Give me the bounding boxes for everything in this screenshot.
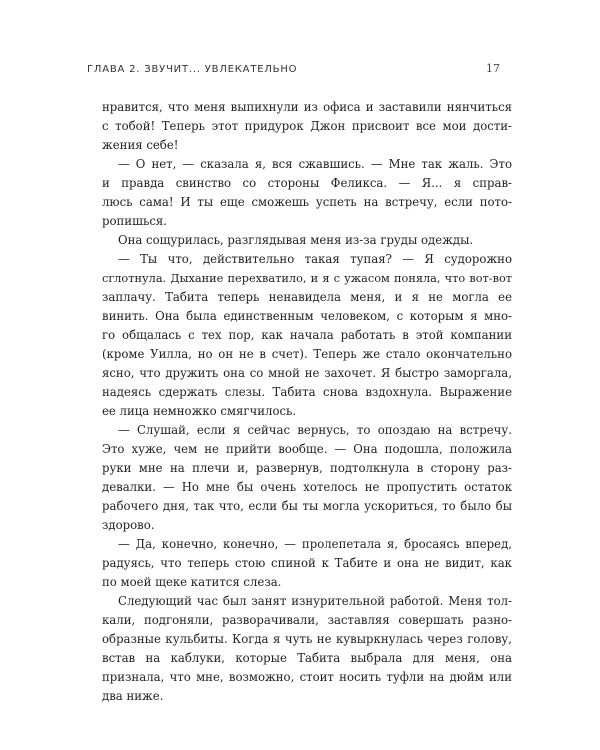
- text-line: заплачу. Табита теперь ненавидела меня, и я не могла ее: [102, 290, 512, 304]
- text-line: Следующий час был занят изнурительной работой. Меня тол-: [118, 594, 512, 608]
- text-line: ясно, что дружить она со мной не захочет. Я быстро заморгала,: [102, 366, 512, 380]
- text-line: кали, подгоняли, разворачивали, заставляя совершать разно-: [102, 613, 512, 627]
- text-line: — Ты что, действительно такая тупая? — Я судорожно: [118, 252, 512, 266]
- text-line: образные кульбиты. Когда я чуть не кувыркнулась через голову,: [102, 632, 512, 646]
- running-head: ГЛАВА 2. ЗВУЧИТ... УВЛЕКАТЕЛЬНО: [87, 64, 298, 75]
- text-line: по моей щеке катится слеза.: [102, 575, 282, 589]
- page-number: 17: [486, 62, 500, 75]
- text-line: жения себе!: [102, 138, 179, 152]
- text-line: люсь сама! И ты еще сможешь успеть на встречу, если пото-: [102, 195, 512, 209]
- text-line: винить. Она была единственным человеком, с которым я мно-: [102, 309, 512, 323]
- text-line: радуясь, что теперь стою спиной к Табите и она не видит, как: [102, 556, 512, 570]
- text-line: Это хуже, чем не прийти вообще. — Она подошла, положила: [102, 442, 512, 456]
- text-line: руки мне на плечи и, развернув, подтолкнула в сторону раз-: [102, 461, 512, 475]
- text-line: рабочего дня, так что, если бы ты могла ускориться, то было бы: [102, 499, 512, 513]
- text-line: сглотнула. Дыхание перехватило, и я с ужасом поняла, что вот-вот: [102, 272, 512, 285]
- text-line: Она сощурилась, разглядывая меня из-за груды одежды.: [118, 233, 474, 247]
- text-line: — О нет, — сказала я, вся сжавшись. — Мне так жаль. Это: [118, 157, 512, 171]
- text-line: (кроме Уилла, но он не в счет). Теперь же стало окончательно: [102, 347, 512, 361]
- text-line: девалки. — Но мне бы очень хотелось не пропустить остаток: [102, 480, 512, 494]
- body-text: [102, 98, 512, 706]
- text-line: здорово.: [102, 518, 155, 532]
- text-line: — Слушай, если я сейчас вернусь, то опоздаю на встречу.: [118, 423, 512, 437]
- text-line: ее лица немножко смягчилось.: [102, 404, 297, 418]
- text-line: надеясь сдержать слезы. Табита снова вздохнула. Выражение: [102, 385, 512, 399]
- text-line: нравится, что меня выпихнули из офиса и заставили нянчиться: [102, 100, 512, 114]
- text-line: два ниже.: [102, 689, 164, 703]
- text-line: го общалась с тех пор, как начала работать в этой компании: [102, 328, 512, 342]
- text-line: и правда свинство со стороны Феликса. — Я... я справ-: [102, 176, 512, 190]
- text-line: с тобой! Теперь этот придурок Джон присвоит все мои дости-: [102, 119, 512, 133]
- text-line: встав на каблуки, которые Табита выбрала для меня, она: [102, 651, 512, 665]
- text-line: признала, что мне, возможно, стоит носить туфли на дюйм или: [102, 670, 512, 684]
- text-line: ропишься.: [102, 214, 167, 228]
- text-line: — Да, конечно, конечно, — пролепетала я, бросаясь вперед,: [118, 537, 512, 551]
